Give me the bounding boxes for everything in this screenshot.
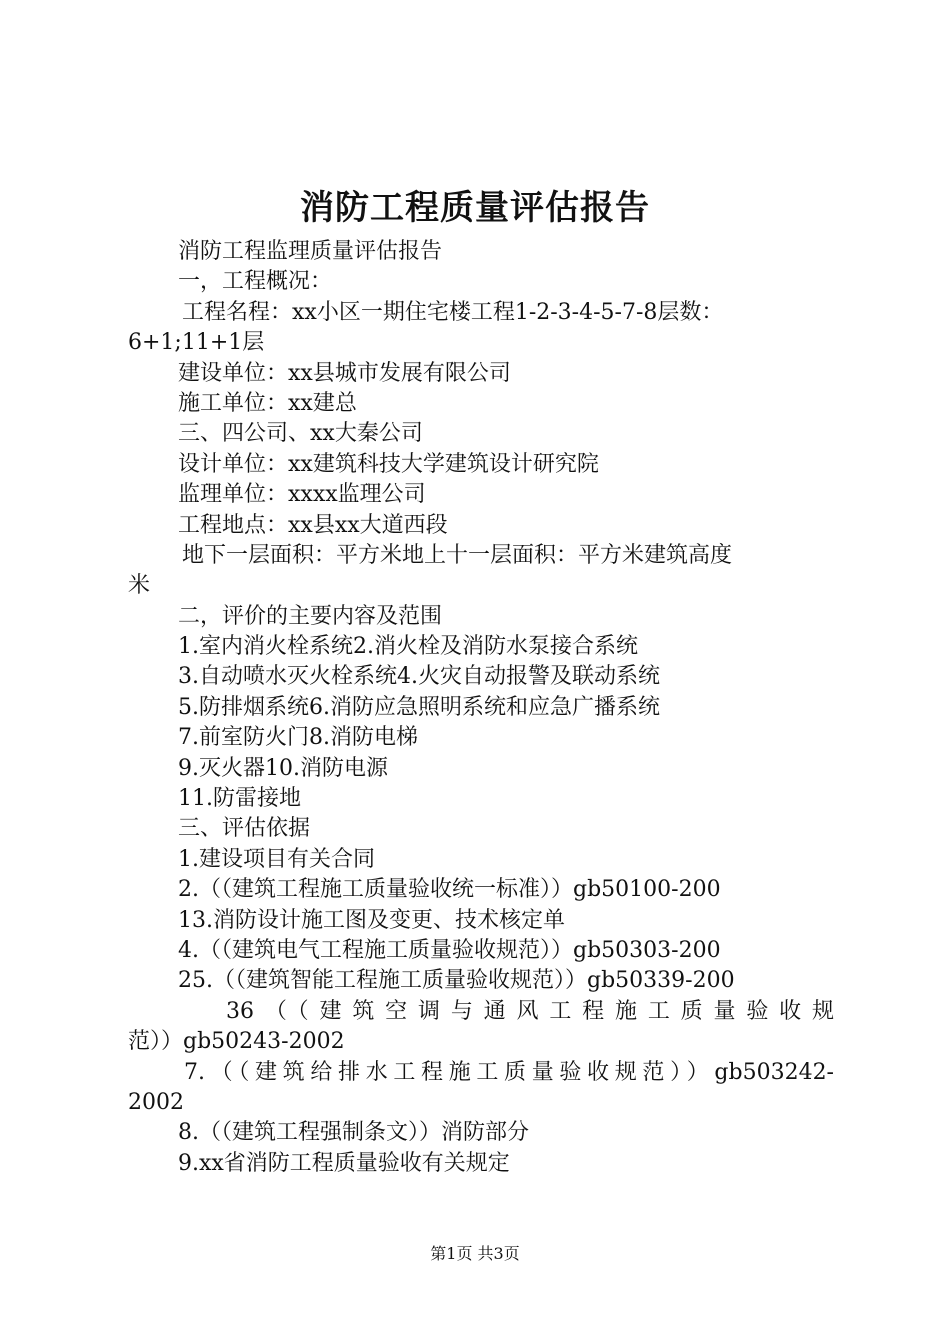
supervision-unit-line: 监理单位：xxxx监理公司 [178,482,426,508]
page-footer: 第1页 共3页 [430,1244,520,1263]
design-unit-line: 设计单位：xx建筑科技大学建筑设计研究院 [178,451,599,477]
document-title: 消防工程质量评估报告 [300,188,650,228]
basis-item-line: 36（（建筑空调与通风工程施工质量验收规 [226,998,834,1024]
section-heading-scope: 二，评价的主要内容及范围 [178,603,443,629]
basis-item-line: 4.（（建筑电气工程施工质量验收规范））gb50303-200 [178,937,721,963]
basis-item-line: 8.（（建筑工程强制条文））消防部分 [178,1120,529,1146]
area-line: 地下一层面积：平方米地上十一层面积：平方米建筑高度 [182,542,733,568]
section-heading-basis: 三、评估依据 [178,816,311,842]
subtitle-line: 消防工程监理质量评估报告 [178,239,443,264]
basis-item-line: 25.（（建筑智能工程施工质量验收规范））gb50339-200 [178,968,735,994]
basis-item-line: 1.建设项目有关合同 [178,846,375,872]
scope-item-line: 11.防雷接地 [178,786,301,812]
construction-unit-continuation: 三、四公司、xx大秦公司 [178,421,423,447]
basis-item-line: 13.消防设计施工图及变更、技术核定单 [178,907,565,933]
construction-unit-line: 施工单位：xx建总 [178,390,357,416]
basis-item-line: 9.xx省消防工程质量验收有关规定 [178,1150,510,1176]
basis-item-line: 2.（（建筑工程施工质量验收统一标准））gb50100-200 [178,877,721,903]
project-name-line: 工程名程：xx小区一期住宅楼工程1-2-3-4-5-7-8层数： [182,299,724,325]
area-continuation: 米 [128,573,151,599]
scope-item-line: 5.防排烟系统6.消防应急照明系统和应急广播系统 [178,694,660,720]
basis-item-continuation: 2002 [128,1089,184,1115]
scope-item-line: 1.室内消火栓系统2.消火栓及消防水泵接合系统 [178,634,638,660]
scope-item-line: 7.前室防火门8.消防电梯 [178,725,418,751]
scope-item-line: 9.灭火器10.消防电源 [178,755,388,781]
basis-item-continuation: 范））gb50243-2002 [128,1029,345,1055]
section-heading-overview: 一，工程概况： [178,269,333,295]
scope-item-line: 3.自动喷水灭火栓系统4.火灾自动报警及联动系统 [178,664,660,690]
project-location-line: 工程地点：xx县xx大道西段 [178,512,448,538]
basis-item-line: 7.（（建筑给排水工程施工质量验收规范））gb503242- [184,1059,834,1085]
owner-unit-line: 建设单位：xx县城市发展有限公司 [178,360,511,386]
document-body [128,237,834,1179]
project-name-continuation: 6+1;11+1层 [128,330,265,356]
